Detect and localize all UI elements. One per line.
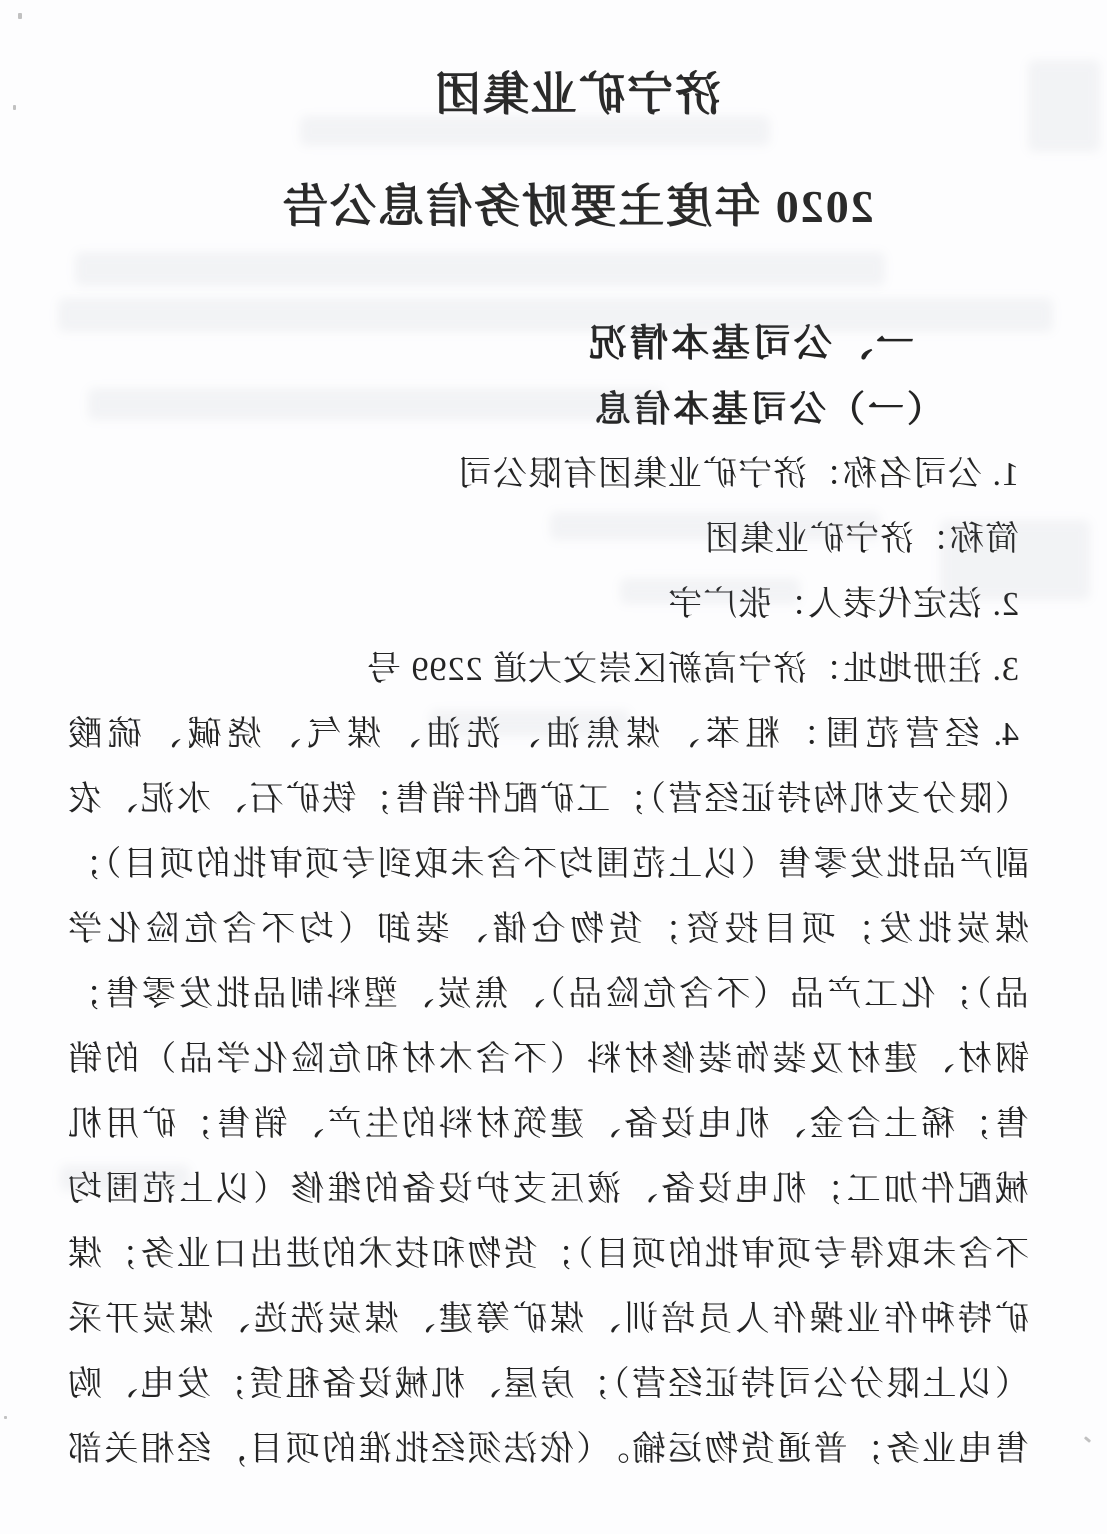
- document-body: [68, 312, 1029, 1482]
- body-line-scope-10: 矿特种作业操作人员培训、煤矿筹建、煤炭洗选、煤炭开采: [68, 1301, 1029, 1338]
- body-line-scope-1: 4. 经营范围：粗苯、煤焦油、洗油、煤气、烧碱、硫酸: [68, 716, 1019, 753]
- body-line-scope-9: 不含未取得专项审批的项目）；货物和技术的进出口业务；煤: [68, 1236, 1029, 1273]
- body-line-scope-6: 钢材、建材及装饰装修材料（不含木材和危险化学品）的销: [68, 1041, 1029, 1078]
- body-line-company-name: 1. 公司名称：济宁矿业集团有限公司: [457, 456, 1019, 493]
- body-line-scope-8: 械配件加工；机电设备、液压支护设备的维修（以上范围均: [68, 1171, 1029, 1208]
- body-line-short-name: 简称：济宁矿业集团: [704, 521, 1019, 558]
- body-line-scope-4: 煤炭批发；项目投资；货物仓储、装卸（均不含危险化学: [68, 911, 1029, 948]
- body-line-scope-3: 副产品批发零售（以上范围均不含未取到专项审批的项目）；: [68, 846, 1029, 883]
- body-line-scope-7: 售；稀土合金、机电设备、建筑材料的生产、销售；矿用机: [68, 1106, 1029, 1143]
- body-line-scope-11: （以上限分公司持证经营）；房屋、机械设备租赁；发电、购: [68, 1366, 1029, 1403]
- section-heading: 一、公司基本情况: [585, 323, 914, 365]
- document-title-line2: 2020 年度主要财务信息公告: [280, 181, 874, 232]
- body-line-legal-rep: 2. 法定代表人：张广宇: [667, 586, 1019, 623]
- document-title-line1: 济宁矿业集团: [433, 69, 721, 120]
- body-line-scope-5: 品）；化工产品（不含危险品）、焦炭、塑料制品批发零售；: [68, 976, 1029, 1013]
- body-line-scope-12: 售电业务；普通货物运输。（依法须经批准的项目，经相关部: [68, 1431, 1029, 1468]
- body-line-address: 3. 注册地址：济宁高新区崇文大道 2299 号: [366, 651, 1019, 688]
- subsection-heading: （一）公司基本信息: [591, 389, 943, 429]
- body-line-scope-2: （限分支机构持证经营）；工矿配件销售；铁矿石、水泥、农: [68, 781, 1029, 818]
